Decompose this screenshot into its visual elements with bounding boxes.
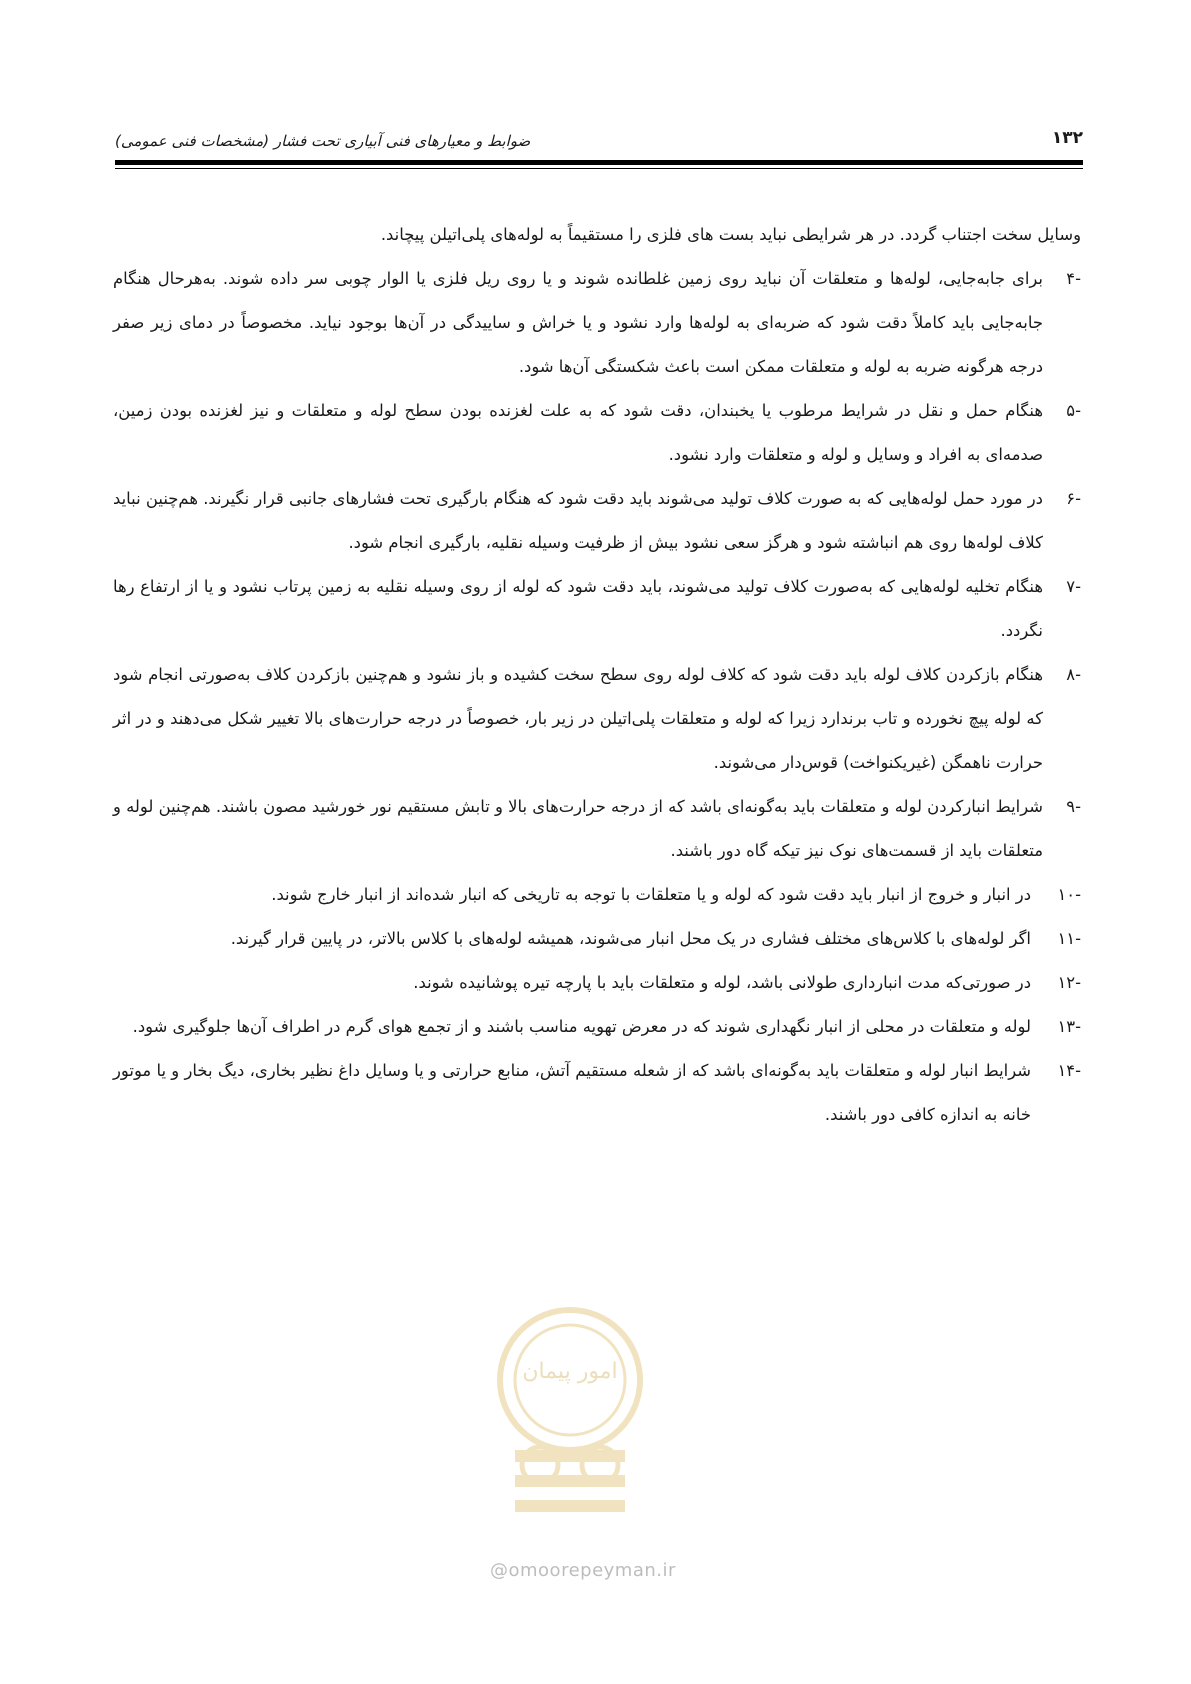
body-text	[113, 213, 1081, 1137]
item-number: -۱۴	[1057, 1061, 1081, 1080]
header-rule-thin	[115, 168, 1083, 169]
list-item	[113, 917, 1081, 961]
item-text: لوله و متعلقات در محلی از انبار نگهداری شوند که در معرض تهویه مناسب باشند و از تجمع هوای گرم در اطراف آن‌ها جلوگیری شود.	[132, 1017, 1031, 1036]
page-header	[115, 128, 1083, 158]
item-text: هنگام تخلیه لوله‌هایی که به‌صورت کلاف تولید می‌شوند، باید دقت شود که لوله از روی وسیله نقلیه به زمین پرتاب نشود و یا از ارتفاع رها نگردد.	[113, 577, 1043, 640]
header-rule-thick	[115, 160, 1083, 165]
item-number: -۵	[1066, 401, 1081, 420]
item-text: هنگام بازکردن کلاف لوله باید دقت شود که کلاف لوله روی سطح سخت کشیده و باز نشود و هم‌چنین بازکردن کلاف به‌صورتی انجام شود که لوله پیچ نخورده و تاب برندارد زیرا که لوله و متعلقات پلی‌اتیلن در زیر بار، خصوصاً در درجه حرارت‌های بالا تغییر شکل می‌دهند و در اثر حرارت ناهمگن (غیریکنواخت) قوس‌دار می‌شوند.	[113, 665, 1043, 772]
list-item	[113, 389, 1081, 477]
watermark-site: @omoorepeyman.ir	[490, 1560, 676, 1581]
watermark-logo-text: امور پیمان	[522, 1359, 618, 1384]
item-number: -۷	[1066, 577, 1081, 596]
list-item	[113, 961, 1081, 1005]
item-text: در صورتی‌که مدت انبارداری طولانی باشد، لوله و متعلقات باید با پارچه تیره پوشانیده شوند.	[413, 973, 1031, 992]
item-text: هنگام حمل و نقل در شرایط مرطوب یا یخبندان، دقت شود که به علت لغزنده بودن سطح لوله و متعلقات و نیز لغزنده بودن زمین، صدمه‌ای به افراد و وسایل و لوله و متعلقات وارد نشود.	[113, 401, 1043, 464]
list-item	[113, 785, 1081, 873]
item-number: -۱۳	[1057, 1017, 1081, 1036]
item-text: شرایط انبار لوله و متعلقات باید به‌گونه‌ای باشد که از شعله مستقیم آتش، منابع حرارتی و یا وسایل داغ نظیر بخاری، دیگ بخار و یا موتور خانه به اندازه کافی دور باشند.	[113, 1061, 1031, 1124]
running-title: ضوابط و معیارهای فنی آبیاری تحت فشار (مشخصات فنی عمومی)	[115, 132, 531, 150]
item-text: برای جابه‌جایی، لوله‌ها و متعلقات آن نباید روی زمین غلطانده شوند و یا روی ریل فلزی یا الوار چوبی سر داده شوند. به‌هرحال هنگام جابه‌جایی باید کاملاً دقت شود که ضربه‌ای به لوله‌ها وارد نشود و یا خراش و ساییدگی در آن‌ها بوجود نیاید. مخصوصاً در دمای زیر صفر درجه هرگونه ضربه به لوله و متعلقات ممکن است باعث شکستگی آن‌ها شود.	[113, 269, 1043, 376]
item-text: در مورد حمل لوله‌هایی که به صورت کلاف تولید می‌شوند باید دقت شود که هنگام بارگیری تحت فشارهای جانبی قرار نگیرند. هم‌چنین نباید کلاف لوله‌ها روی هم انباشته شود و هرگز سعی نشود بیش از ظرفیت وسیله نقلیه، بارگیری انجام شود.	[113, 489, 1043, 552]
item-number: -۱۲	[1057, 973, 1081, 992]
list-item	[113, 873, 1081, 917]
item-number: -۱۱	[1057, 929, 1081, 948]
list-item	[113, 1049, 1081, 1137]
item-number: -۹	[1066, 797, 1081, 816]
item-number: -۶	[1066, 489, 1081, 508]
item-number: -۴	[1066, 269, 1081, 288]
watermark-logo	[485, 1300, 655, 1530]
intro-paragraph: وسایل سخت اجتناب گردد. در هر شرایطی نباید بست های فلزی را مستقیماً به لوله‌های پلی‌اتیلن پیچاند.	[380, 225, 1081, 244]
item-text: در انبار و خروج از انبار باید دقت شود که لوله و یا متعلقات با توجه به تاریخی که انبار شده‌اند از انبار خارج شوند.	[271, 885, 1031, 904]
item-number: -۱۰	[1057, 885, 1081, 904]
item-text: شرایط انبارکردن لوله و متعلقات باید به‌گونه‌ای باشد که از درجه حرارت‌های بالا و تابش مستقیم نور خورشید مصون باشند. هم‌چنین لوله و متعلقات باید از قسمت‌های نوک نیز تیکه گاه دور باشند.	[113, 797, 1043, 860]
item-text: اگر لوله‌های با کلاس‌های مختلف فشاری در یک محل انبار می‌شوند، همیشه لوله‌های با کلاس بالاتر، در پایین قرار گیرند.	[230, 929, 1031, 948]
item-number: -۸	[1066, 665, 1081, 684]
list-item	[113, 565, 1081, 653]
list-item	[113, 1005, 1081, 1049]
list-item	[113, 653, 1081, 785]
list-item	[113, 257, 1081, 389]
page-number: ۱۳۲	[1051, 128, 1083, 148]
list-item	[113, 477, 1081, 565]
